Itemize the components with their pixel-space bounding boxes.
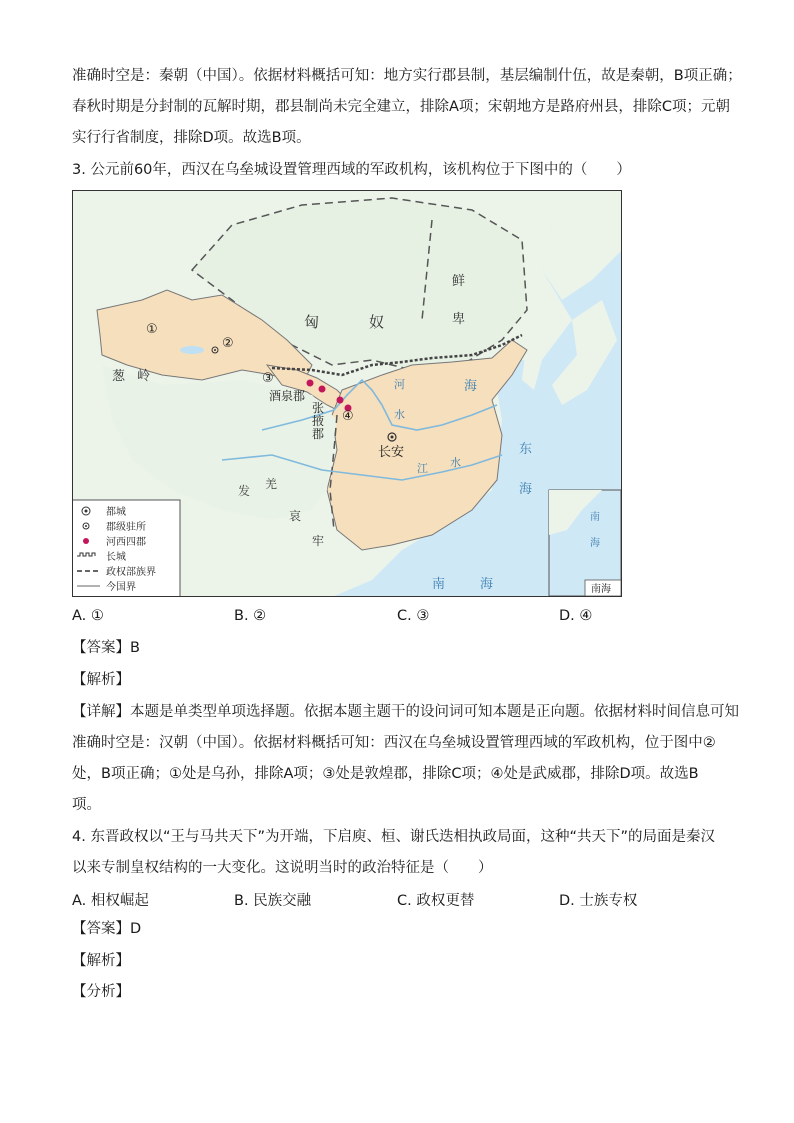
question-4-stem: 4. 东晋政权以“王与马共天下”为开端，下启庾、桓、谢氏迭相执政局面，这种“共天下”的局面是秦汉: [72, 829, 715, 845]
detail-line: 【详解】本题是单类型单项选择题。依据本题主题干的设问词可知本题是正向题。依据材料时间信息可知: [72, 704, 739, 720]
legend-label: 长城: [106, 552, 126, 563]
legend-label: 河西四郡: [106, 537, 146, 548]
label-east-sea: 东: [519, 442, 533, 457]
hexi-dot-icon: [83, 538, 89, 544]
label-congling: 葱: [112, 369, 126, 384]
option-c[interactable]: C. 政权更替: [397, 893, 475, 909]
detail-line: 准确时空是：汉朝（中国）。依据材料概括可知：西汉在乌垒城设置管理西域的军政机构，位于图中②: [72, 735, 716, 751]
option-b[interactable]: B. ②: [234, 608, 267, 624]
label-ailao: 牢: [312, 534, 325, 548]
label-river: 江: [417, 462, 428, 475]
label-changan: 长安: [378, 445, 405, 460]
option-a[interactable]: A. 相权崛起: [72, 893, 149, 909]
inset-label: 海: [590, 538, 600, 549]
option-d[interactable]: D. 士族专权: [559, 893, 638, 909]
legend-label: 都城: [106, 507, 126, 518]
explanation-line: 准确时空是：秦朝（中国）。依据材料概括可知：地方实行郡县制，基层编制什伍，故是秦朝，B项正确；: [72, 68, 742, 84]
label-river: 水: [394, 408, 405, 421]
detail-line: 项。: [72, 797, 101, 813]
label-zhangye: 掖: [312, 414, 325, 428]
label-zhangye: 郡: [312, 427, 325, 441]
label-south-sea: 南: [432, 577, 446, 592]
hexi-dot: [337, 397, 344, 404]
legend-label: 政权部族界: [106, 567, 156, 578]
answer-line: 【答案】D: [72, 921, 142, 937]
answer-line: 【答案】B: [72, 640, 140, 656]
label-jiuquan: 酒泉郡: [269, 389, 306, 403]
label-zhangye: 张: [312, 401, 325, 415]
label-xianbei: 鲜: [452, 274, 466, 289]
option-a[interactable]: A. ①: [72, 608, 104, 624]
inset-title: 南海: [591, 584, 611, 595]
marker-2: ②: [222, 336, 234, 351]
legend-label: 郡级驻所: [106, 522, 146, 533]
label-faqiang: 羌: [265, 477, 278, 491]
hexi-dot: [307, 380, 314, 387]
label-east-sea: 海: [519, 482, 533, 497]
label-south-sea: 海: [480, 577, 494, 592]
label-congling: 岭: [137, 369, 151, 384]
label-ailao: 哀: [289, 509, 302, 523]
question-4-stem: 以来专制皇权结构的一大变化。这说明当时的政治特征是（ ）: [72, 860, 493, 876]
label-xiongnu: 奴: [369, 313, 385, 331]
label-xiongnu: 匈: [304, 313, 320, 331]
label-river: 水: [450, 456, 461, 469]
label-river: 河: [394, 378, 405, 391]
analysis-heading: 【解析】: [72, 672, 130, 688]
explanation-line: 春秋时期是分封制的瓦解时期，郡县制尚未完全建立，排除A项；宋朝地方是路府州县，排除C项；元朝: [72, 99, 731, 115]
hexi-dot: [319, 386, 326, 393]
label-faqiang: 发: [238, 484, 251, 498]
marker-4: ④: [342, 409, 354, 424]
legend-label: 今国界: [106, 582, 136, 593]
question-3-stem: 3. 公元前60年，西汉在乌垒城设置管理西域的军政机构，该机构位于下图中的（ ）: [72, 162, 631, 178]
great-wall-icon: [77, 553, 95, 556]
detail-line: 处，B项正确；①处是乌孙，排除A项；③处是敦煌郡，排除C项；④处是武威郡，排除D项。故选B: [72, 766, 699, 782]
han-dynasty-map: [72, 190, 622, 597]
label-xianbei: 卑: [452, 312, 466, 327]
marker-3: ③: [262, 371, 274, 386]
label-bohai: 海: [464, 379, 478, 394]
marker-1: ①: [146, 322, 158, 337]
option-c[interactable]: C. ③: [397, 608, 430, 624]
option-d[interactable]: D. ④: [559, 608, 593, 624]
analysis-heading: 【解析】: [72, 953, 130, 969]
fenxi-heading: 【分析】: [72, 984, 130, 1000]
inset-label: 南: [590, 512, 600, 523]
option-b[interactable]: B. 民族交融: [234, 893, 312, 909]
explanation-line: 实行行省制度，排除D项。故选B项。: [72, 130, 311, 146]
